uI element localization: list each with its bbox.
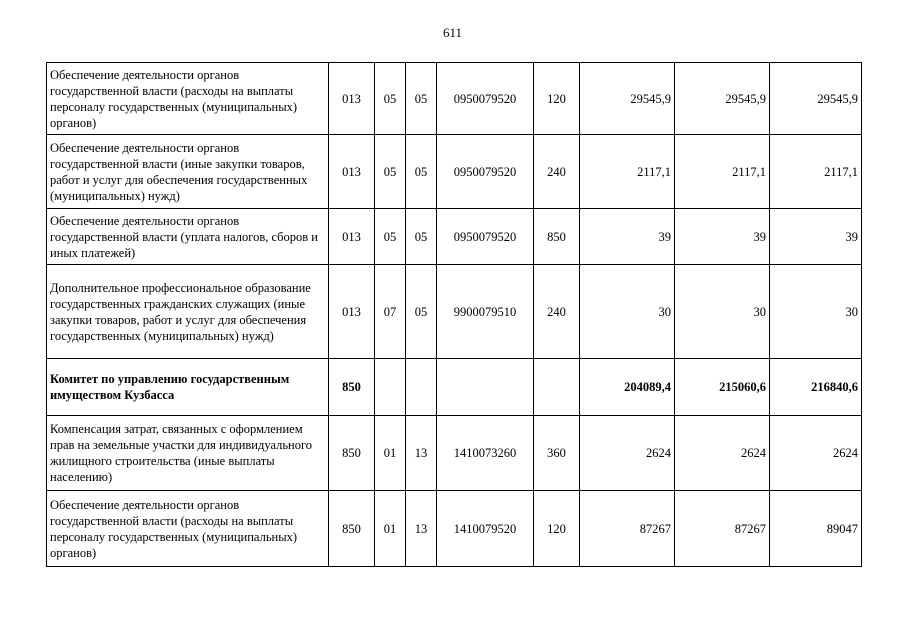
budget-table	[46, 62, 862, 567]
subsection-code: 13	[406, 491, 437, 567]
section-code: 05	[375, 209, 406, 265]
table-row	[47, 491, 862, 567]
target-article-code: 1410073260	[437, 416, 534, 491]
amount-year-3: 2117,1	[770, 135, 862, 209]
target-article-code: 0950079520	[437, 63, 534, 135]
target-article-code: 9900079510	[437, 265, 534, 359]
amount-year-1: 29545,9	[580, 63, 675, 135]
subsection-code: 13	[406, 416, 437, 491]
amount-year-2: 39	[675, 209, 770, 265]
page-number: 611	[442, 25, 463, 40]
ministry-code: 850	[329, 359, 375, 416]
amount-year-1: 30	[580, 265, 675, 359]
expense-type-code: 120	[534, 63, 580, 135]
expense-type-code	[534, 359, 580, 416]
subsection-code: 05	[406, 63, 437, 135]
table-row	[47, 265, 862, 359]
amount-year-2: 2624	[675, 416, 770, 491]
row-name: Комитет по управлению государственным имуществом Кузбасса	[47, 359, 329, 416]
target-article-code: 0950079520	[437, 135, 534, 209]
subsection-code: 05	[406, 209, 437, 265]
section-code: 01	[375, 416, 406, 491]
amount-year-2: 30	[675, 265, 770, 359]
section-code: 05	[375, 63, 406, 135]
row-name: Компенсация затрат, связанных с оформлением прав на земельные участки для индивидуального жилищного строительства (иные выплаты населению)	[47, 416, 329, 491]
amount-year-2: 215060,6	[675, 359, 770, 416]
amount-year-1: 87267	[580, 491, 675, 567]
subsection-code	[406, 359, 437, 416]
row-name: Обеспечение деятельности органов государственной власти (иные закупки товаров, работ и услуг для обеспечения государственных (муниципальных) нужд)	[47, 135, 329, 209]
section-code	[375, 359, 406, 416]
amount-year-2: 2117,1	[675, 135, 770, 209]
ministry-code: 013	[329, 209, 375, 265]
target-article-code: 1410079520	[437, 491, 534, 567]
row-name: Дополнительное профессиональное образование государственных гражданских служащих (иные закупки товаров, работ и услуг для обеспечения государственных (муниципальных) нужд)	[47, 265, 329, 359]
expense-type-code: 850	[534, 209, 580, 265]
table-row	[47, 209, 862, 265]
expense-type-code: 240	[534, 135, 580, 209]
target-article-code	[437, 359, 534, 416]
ministry-code: 013	[329, 135, 375, 209]
table-row-committee-total	[47, 359, 862, 416]
row-name: Обеспечение деятельности органов государственной власти (расходы на выплаты персоналу государственных (муниципальных) органов)	[47, 63, 329, 135]
amount-year-3: 30	[770, 265, 862, 359]
section-code: 01	[375, 491, 406, 567]
amount-year-1: 2624	[580, 416, 675, 491]
amount-year-3: 2624	[770, 416, 862, 491]
expense-type-code: 120	[534, 491, 580, 567]
row-name: Обеспечение деятельности органов государственной власти (уплата налогов, сборов и иных платежей)	[47, 209, 329, 265]
amount-year-3: 29545,9	[770, 63, 862, 135]
expense-type-code: 360	[534, 416, 580, 491]
row-name: Обеспечение деятельности органов государственной власти (расходы на выплаты персоналу государственных (муниципальных) органов)	[47, 491, 329, 567]
amount-year-3: 89047	[770, 491, 862, 567]
ministry-code: 850	[329, 416, 375, 491]
target-article-code: 0950079520	[437, 209, 534, 265]
ministry-code: 013	[329, 63, 375, 135]
subsection-code: 05	[406, 135, 437, 209]
amount-year-3: 39	[770, 209, 862, 265]
table-row	[47, 416, 862, 491]
amount-year-3: 216840,6	[770, 359, 862, 416]
section-code: 07	[375, 265, 406, 359]
section-code: 05	[375, 135, 406, 209]
ministry-code: 013	[329, 265, 375, 359]
ministry-code: 850	[329, 491, 375, 567]
subsection-code: 05	[406, 265, 437, 359]
amount-year-1: 2117,1	[580, 135, 675, 209]
amount-year-2: 29545,9	[675, 63, 770, 135]
amount-year-2: 87267	[675, 491, 770, 567]
amount-year-1: 204089,4	[580, 359, 675, 416]
expense-type-code: 240	[534, 265, 580, 359]
table-row	[47, 135, 862, 209]
amount-year-1: 39	[580, 209, 675, 265]
table-row	[47, 63, 862, 135]
